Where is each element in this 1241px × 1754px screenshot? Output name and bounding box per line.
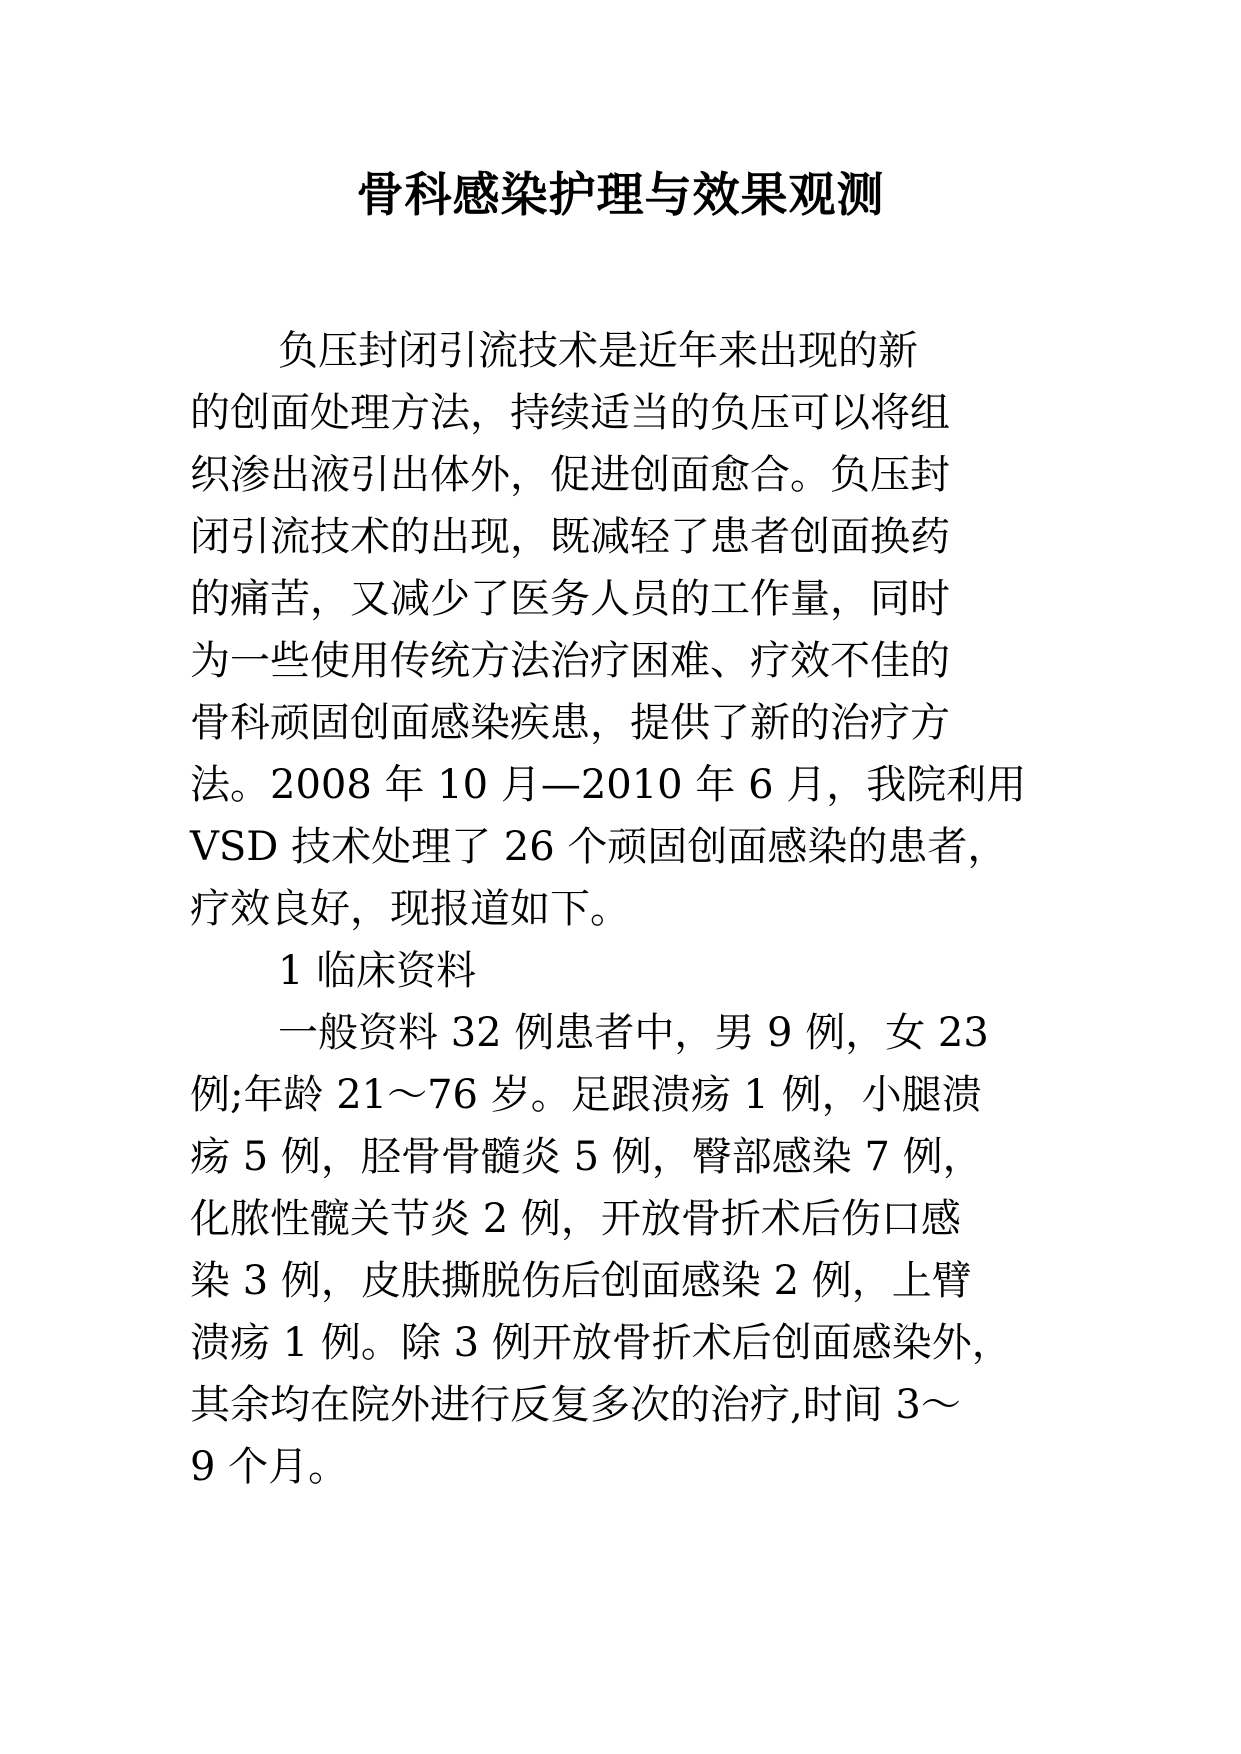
paragraph-line: 为一些使用传统方法治疗困难、疗效不佳的 [190,638,950,684]
paragraph-line: 的痛苦，又减少了医务人员的工作量，同时 [190,576,950,622]
paragraph-line: 9 个月。 [190,1444,349,1490]
paragraph-line: 织渗出液引出体外，促进创面愈合。负压封 [190,452,950,498]
paragraph-line: 其余均在院外进行反复多次的治疗,时间 3～ [190,1382,961,1428]
paragraph-line: 溃疡 1 例。除 3 例开放骨折术后创面感染外， [190,1320,1012,1366]
paragraph-line: 法。2008 年 10 月—2010 年 6 月，我院利用 [190,762,1027,808]
paragraph-line: 的创面处理方法，持续适当的负压可以将组 [190,390,950,436]
section-heading: 1 临床资料 [278,948,477,994]
paragraph-line: 例;年龄 21～76 岁。足跟溃疡 1 例，小腿溃 [190,1072,982,1118]
paragraph-line: 染 3 例，皮肤撕脱伤后创面感染 2 例，上臂 [190,1258,972,1304]
paragraph-line: 疗效良好，现报道如下。 [190,886,630,932]
paragraph-line: 疡 5 例，胫骨骨髓炎 5 例，臀部感染 7 例， [190,1134,983,1180]
document-title: 骨科感染护理与效果观测 [356,168,885,223]
document-body [190,320,1070,1498]
paragraph-line: 骨科顽固创面感染疾患，提供了新的治疗方 [190,700,950,746]
paragraph-line: 一般资料 32 例患者中，男 9 例，女 23 [278,1010,989,1056]
paragraph-line: 化脓性髋关节炎 2 例，开放骨折术后伤口感 [190,1196,961,1242]
paragraph-line: 闭引流技术的出现，既减轻了患者创面换药 [190,514,950,560]
paragraph-line: VSD 技术处理了 26 个顽固创面感染的患者， [190,824,1008,870]
paragraph-line: 负压封闭引流技术是近年来出现的新 [278,328,918,374]
